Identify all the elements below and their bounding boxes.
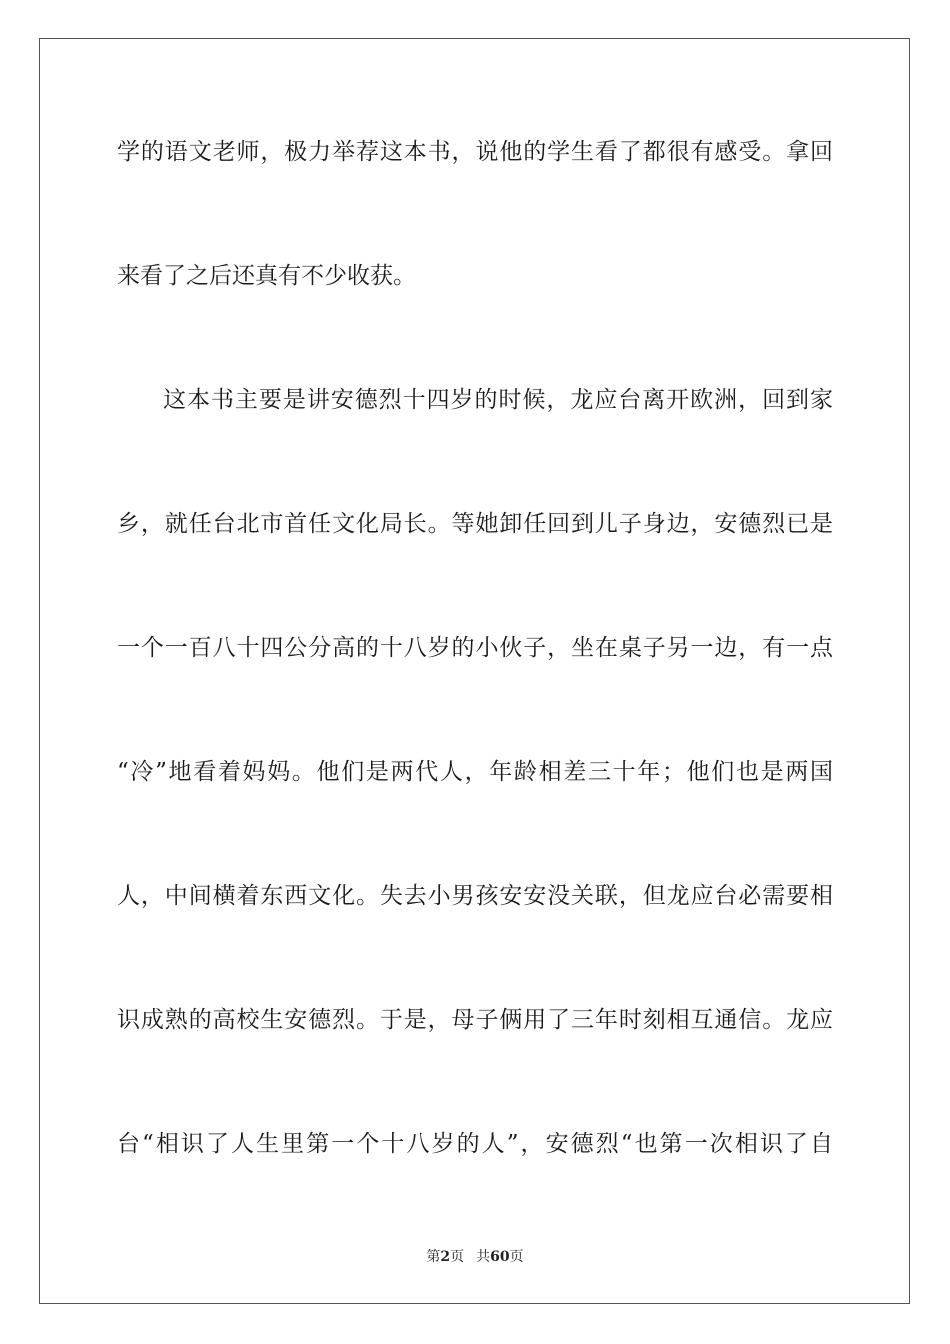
footer-page-prefix: 第 xyxy=(426,1249,441,1265)
page-footer xyxy=(0,1248,950,1266)
footer-total-prefix: 共 xyxy=(476,1249,491,1265)
body-text-line: “冷”地看着妈妈。他们是两代人，年龄相差三十年；他们也是两国 xyxy=(117,759,833,785)
body-text-line: 人，中间横着东西文化。失去小男孩安安没关联，但龙应台必需要相 xyxy=(117,883,833,909)
body-text-line: 一个一百八十四公分高的十八岁的小伙子，坐在桌子另一边，有一点 xyxy=(117,635,833,661)
footer-page-number: 2 xyxy=(440,1249,451,1265)
body-text-line: 识成熟的高校生安德烈。于是，母子俩用了三年时刻相互通信。龙应 xyxy=(117,1007,833,1033)
footer-total-suffix: 页 xyxy=(509,1249,524,1265)
page-border xyxy=(39,38,910,1304)
body-text-line: 学的语文老师，极力举荐这本书，说他的学生看了都很有感受。拿回 xyxy=(117,139,833,165)
paragraph-first-line: 这本书主要是讲安德烈十四岁的时候，龙应台离开欧洲，回到家 xyxy=(163,387,833,413)
footer-total-number: 60 xyxy=(490,1249,510,1265)
body-text-line: 台“相识了人生里第一个十八岁的人”，安德烈“也第一次相识了自 xyxy=(117,1131,833,1157)
body-text-line: 来看了之后还真有不少收获。 xyxy=(117,263,416,289)
footer-page-suffix: 页 xyxy=(450,1249,465,1265)
body-text-line: 乡，就任台北市首任文化局长。等她卸任回到儿子身边，安德烈已是 xyxy=(117,511,833,537)
